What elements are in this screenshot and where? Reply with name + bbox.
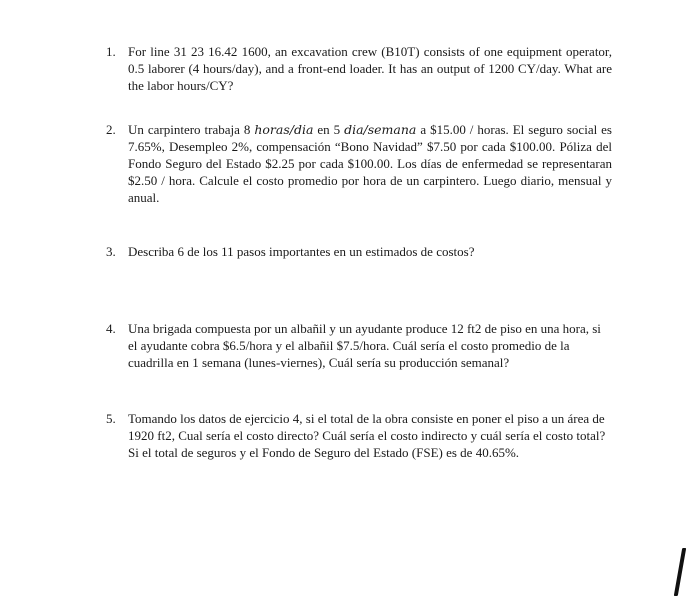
text-cursor-mark bbox=[674, 548, 686, 596]
question-text bbox=[128, 121, 612, 206]
math-expression: horas/dia bbox=[254, 122, 314, 137]
question-text: Una brigada compuesta por un albañil y un ayudante produce 12 ft2 de piso en una hora, si el ayudante cobra $6.5/hora y el albañil $7.5/hora. Cuál sería el costo promedio de la cuadrilla en 1 semana (lunes-viernes), Cuál sería su producción semanal? bbox=[128, 321, 601, 370]
question-1 bbox=[106, 43, 612, 94]
math-expression: dia/semana bbox=[344, 122, 417, 137]
question-number: 1. bbox=[106, 44, 116, 59]
question-4 bbox=[106, 320, 612, 371]
question-text: For line 31 23 16.42 1600, an excavation crew (B10T) consists of one equipment operator, 0.5 laborer (4 hours/day), and a front-end loader. It has an output of 1200 CY/day. What are the labor hours/CY? bbox=[128, 44, 612, 93]
question-5 bbox=[106, 410, 612, 461]
question-text: Describa 6 de los 11 pasos importantes en un estimados de costos? bbox=[128, 244, 475, 259]
question-2 bbox=[106, 121, 612, 206]
question-number: 3. bbox=[106, 244, 116, 259]
question-text-part: a $15.00 / horas. El seguro social es 7.65%, Desempleo 2%, compensación “Bono Navidad” $7.50 por cada $100.00. Póliza del Fondo Seguro del Estado $2.25 por cada $100.00. Los días de enfermedad se representaran $2.50 / hora. Calcule el costo promedio por hora de un carpintero. Luego diario, mensual y anual. bbox=[128, 122, 612, 205]
question-text: Tomando los datos de ejercicio 4, si el total de la obra consiste en poner el piso a un área de 1920 ft2, Cual sería el costo directo? Cuál sería el costo indirecto y cuál sería el costo total? Si el total de seguros y el Fondo de Seguro del Estado (FSE) es de 40.65%. bbox=[128, 411, 606, 460]
question-number: 5. bbox=[106, 411, 116, 426]
question-text-part: en 5 bbox=[313, 122, 345, 137]
question-number: 2. bbox=[106, 122, 116, 137]
question-number: 4. bbox=[106, 321, 116, 336]
question-3 bbox=[106, 243, 612, 260]
question-text-part: Un carpintero trabaja 8 bbox=[128, 122, 255, 137]
